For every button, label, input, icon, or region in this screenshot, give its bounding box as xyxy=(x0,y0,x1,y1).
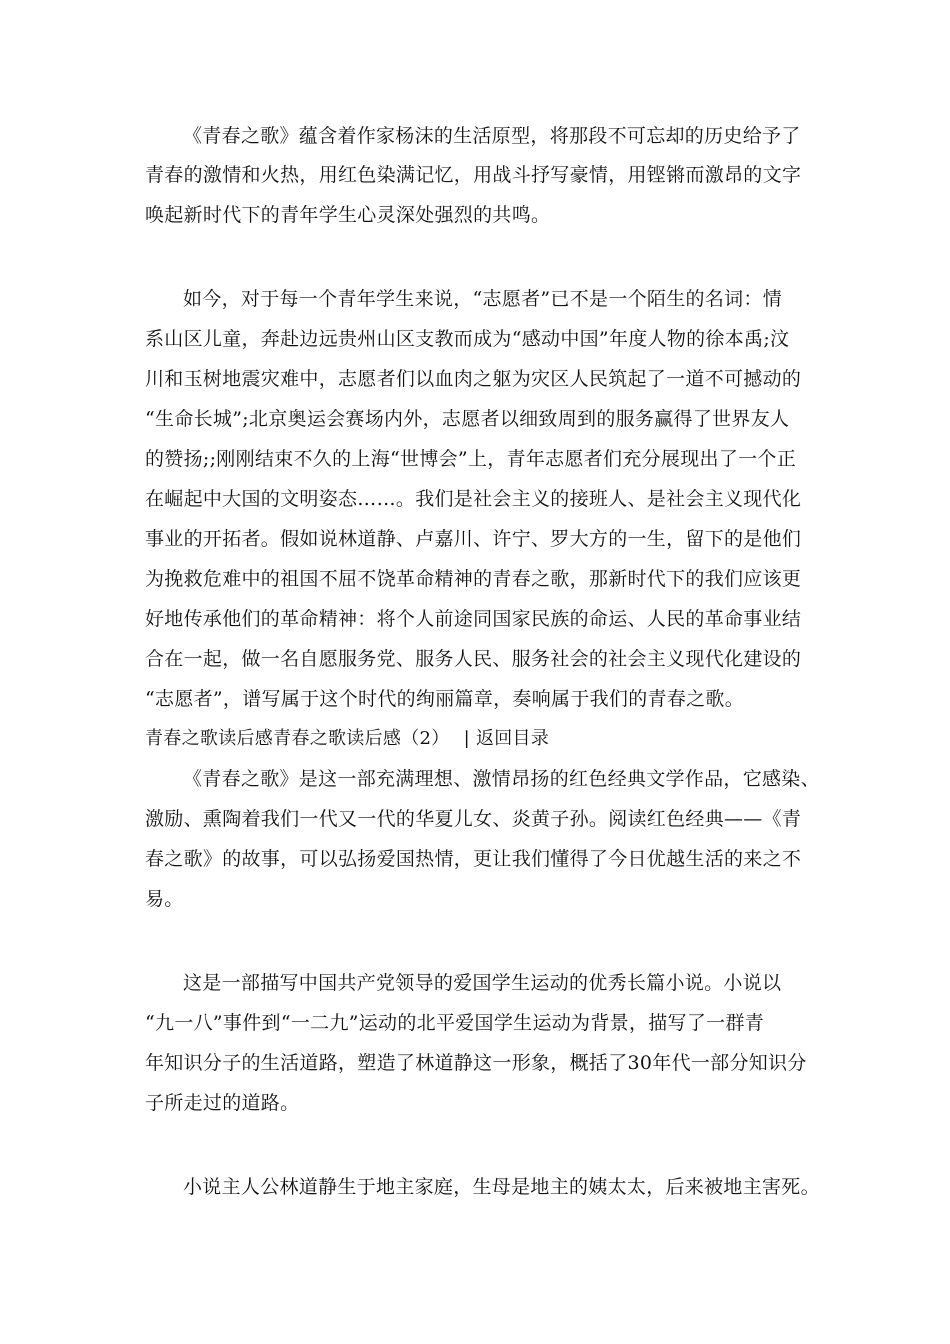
paragraph-5-line-1: 小说主人公林道静生于地主家庭，生母是地主的姨太太，后来被地主害死。 xyxy=(183,1176,820,1198)
paragraph-4-line-2: “九一八”事件到“一二九”运动的北平爱国学生运动为背景，描写了一群青 xyxy=(145,1012,765,1034)
paragraph-2-line-5: 的赞扬;;刚刚结束不久的上海“世博会”上，青年志愿者们充分展现出了一个正 xyxy=(145,448,797,470)
paragraph-4-line-4: 子所走过的道路。 xyxy=(145,1092,300,1114)
paragraph-1-line-3: 唤起新时代下的青年学生心灵深处强烈的共鸣。 xyxy=(145,204,551,226)
paragraph-3-line-3: 春之歌》的故事，可以弘扬爱国热情，更让我们懂得了今日优越生活的来之不 xyxy=(145,848,802,870)
section-title: 青春之歌读后感青春之歌读后感（2） xyxy=(145,728,450,749)
paragraph-2-line-9: 好地传承他们的革命精神：将个人前途同国家民族的命运、人民的革命事业结 xyxy=(145,608,802,630)
paragraph-3-line-1: 《青春之歌》是这一部充满理想、激情昂扬的红色经典文学作品，它感染、 xyxy=(183,768,820,790)
paragraph-2-line-8: 为挽救危难中的祖国不屈不饶革命精神的青春之歌，那新时代下的我们应该更 xyxy=(145,568,802,590)
paragraph-4-line-1: 这是一部描写中国共产党领导的爱国学生运动的优秀长篇小说。小说以 xyxy=(183,972,782,994)
paragraph-1-line-2: 青春的激情和火热，用红色染满记忆，用战斗抒写豪情，用铿锵而激昂的文字 xyxy=(145,164,802,186)
paragraph-2-line-11: “志愿者”，谱写属于这个时代的绚丽篇章，奏响属于我们的青春之歌。 xyxy=(145,688,745,710)
back-to-contents-link[interactable]: 返回目录 xyxy=(475,728,550,749)
paragraph-2-line-7: 事业的开拓者。假如说林道静、卢嘉川、许宁、罗大方的一生，留下的是他们 xyxy=(145,528,802,550)
paragraph-2-line-1: 如今，对于每一个青年学生来说，“志愿者”已不是一个陌生的名词：情 xyxy=(183,288,783,310)
paragraph-2-line-2: 系山区儿童，奔赴边远贵州山区支教而成为“感动中国”年度人物的徐本禹;汶 xyxy=(145,328,790,350)
paragraph-3-line-4: 易。 xyxy=(145,888,184,910)
heading-separator: | xyxy=(463,728,470,749)
paragraph-2-line-3: 川和玉树地震灾难中，志愿者们以血肉之躯为灾区人民筑起了一道不可撼动的 xyxy=(145,368,802,390)
paragraph-4-line-3: 年知识分子的生活道路，塑造了林道静这一形象，概括了30年代一部分知识分 xyxy=(145,1052,807,1074)
paragraph-2-line-10: 合在一起，做一名自愿服务党、服务人民、服务社会的社会主义现代化建设的 xyxy=(145,648,802,670)
paragraph-3-line-2: 激励、熏陶着我们一代又一代的华夏儿女、炎黄子孙。阅读红色经典——《青 xyxy=(145,808,802,830)
paragraph-1-line-1: 《青春之歌》蕴含着作家杨沫的生活原型，将那段不可忘却的历史给予了 xyxy=(183,125,801,147)
paragraph-2-line-4: “生命长城”;北京奥运会赛场内外，志愿者以细致周到的服务赢得了世界友人 xyxy=(145,408,790,430)
section-heading xyxy=(145,725,845,753)
paragraph-2-line-6: 在崛起中大国的文明姿态……。我们是社会主义的接班人、是社会主义现代化 xyxy=(145,488,802,510)
